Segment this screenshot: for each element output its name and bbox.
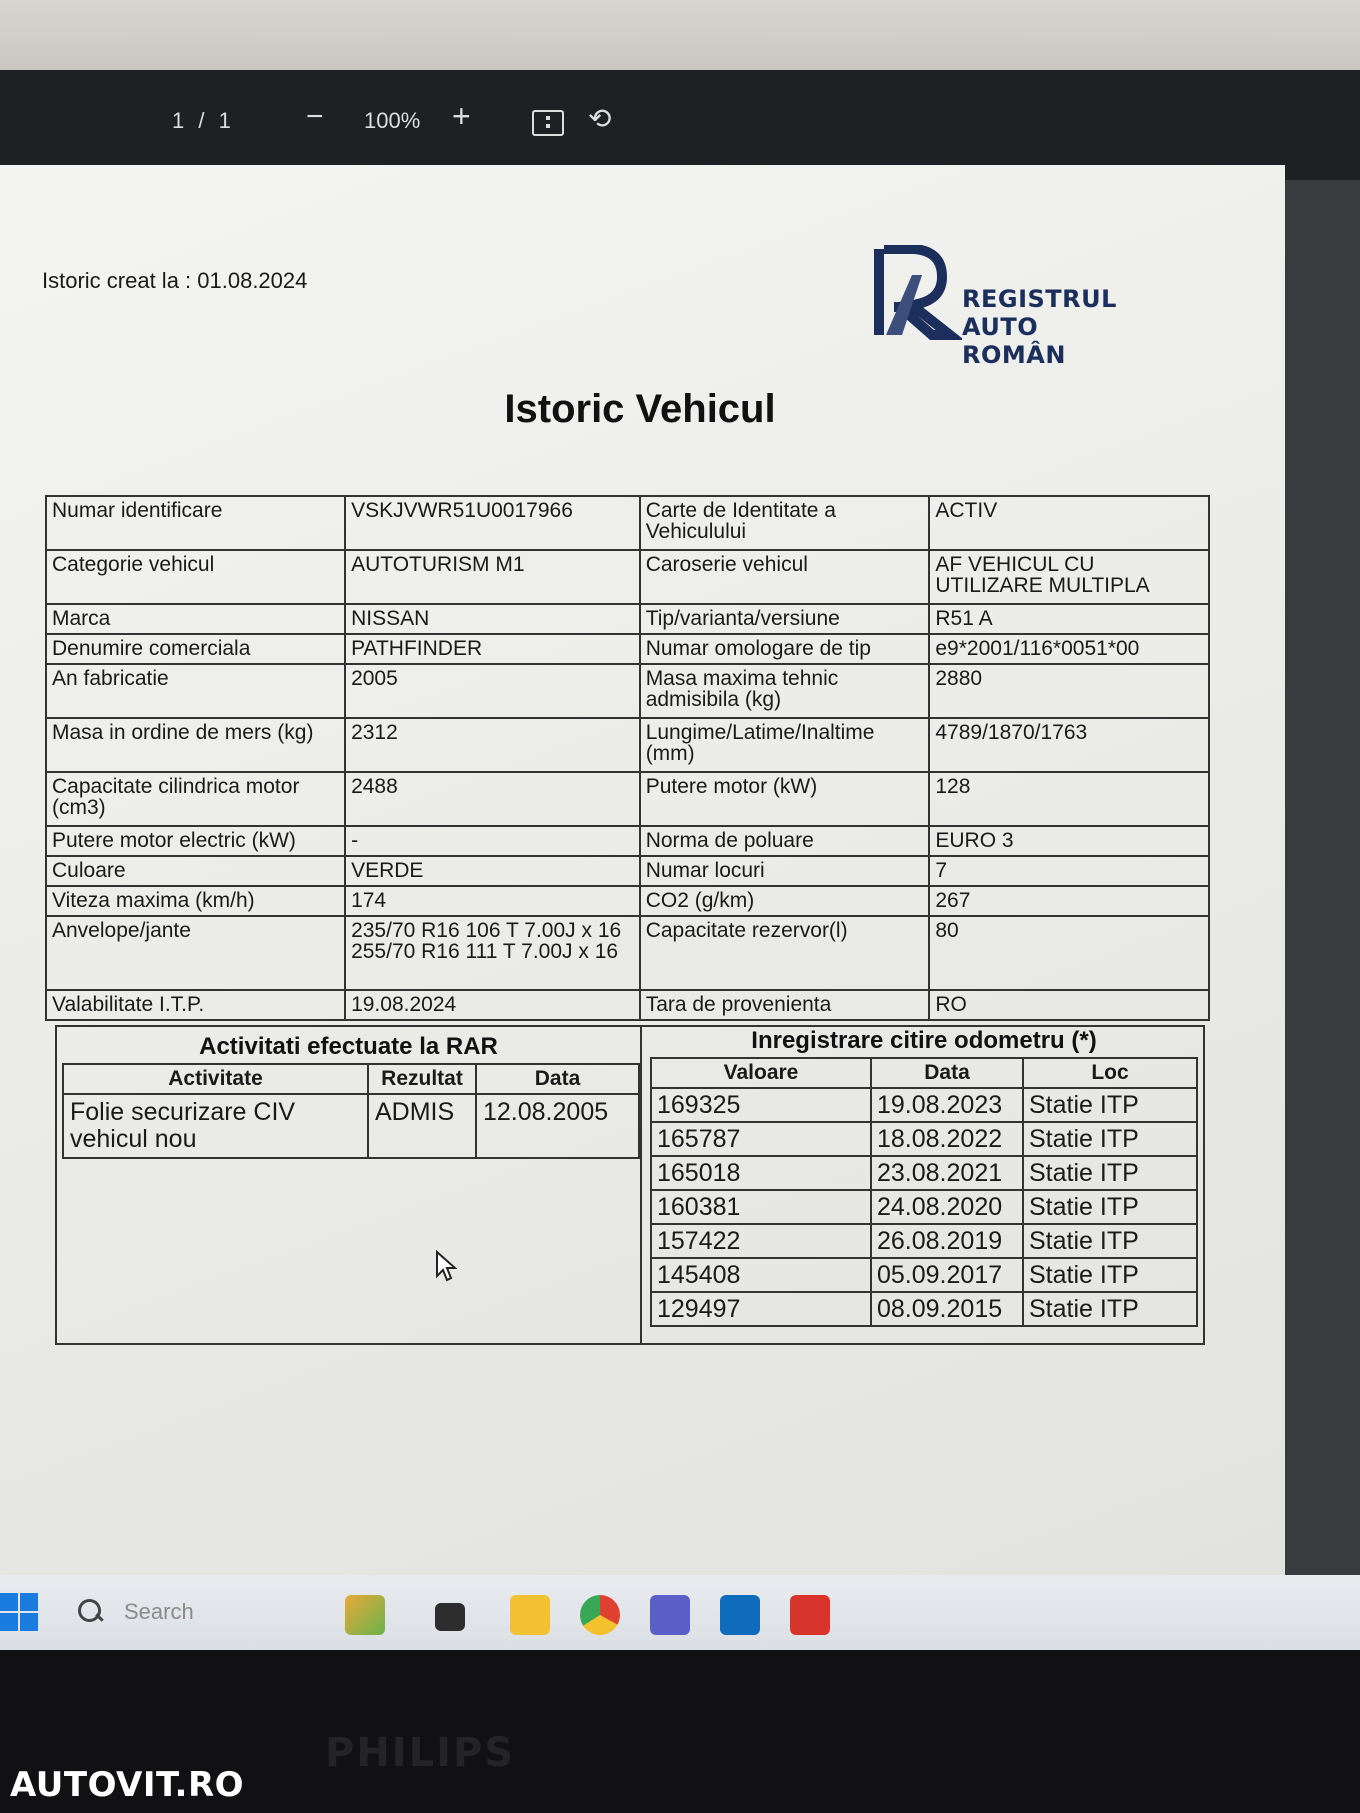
value-cell: 19.08.2024	[345, 990, 640, 1020]
rar-activities-panel	[57, 1027, 642, 1343]
bottom-section	[55, 1025, 1205, 1345]
value-cell: 2488	[345, 772, 640, 826]
label-cell: Norma de poluare	[640, 826, 930, 856]
rar-logo-icon	[872, 245, 962, 345]
table-row	[651, 1088, 1197, 1122]
table-row	[46, 550, 1209, 604]
vehicle-info-table	[45, 495, 1210, 1021]
task-view-icon[interactable]	[435, 1603, 465, 1631]
table-row	[46, 772, 1209, 826]
table-row	[651, 1258, 1197, 1292]
rar-activities-title: Activitati efectuate la RAR	[199, 1033, 498, 1060]
table-row	[46, 826, 1209, 856]
table-row	[651, 1224, 1197, 1258]
label-cell: Viteza maxima (km/h)	[46, 886, 345, 916]
cell-activitate: Folie securizare CIV vehicul nou	[63, 1094, 368, 1158]
pdf-page	[0, 165, 1285, 1585]
page-title: Istoric Vehicul	[504, 387, 776, 431]
odometer-table	[650, 1057, 1198, 1327]
value-cell: 2005	[345, 664, 640, 718]
zoom-in-button[interactable]: +	[452, 98, 471, 134]
value-cell: AF VEHICUL CU UTILIZARE MULTIPLA	[929, 550, 1209, 604]
cell-data: 05.09.2017	[871, 1258, 1023, 1292]
cell-loc: Statie ITP	[1023, 1292, 1197, 1326]
value-cell: VERDE	[345, 856, 640, 886]
taskbar-search[interactable]	[70, 1591, 330, 1633]
file-explorer-icon[interactable]	[510, 1595, 550, 1635]
teams-icon[interactable]	[650, 1595, 690, 1635]
table-row	[46, 916, 1209, 990]
acrobat-icon[interactable]	[790, 1595, 830, 1635]
table-row	[651, 1156, 1197, 1190]
cell-valoare: 160381	[651, 1190, 871, 1224]
value-cell: 128	[929, 772, 1209, 826]
label-cell: Numar identificare	[46, 496, 345, 550]
label-cell: Denumire comerciala	[46, 634, 345, 664]
table-header-row	[63, 1064, 639, 1094]
cell-data: 23.08.2021	[871, 1156, 1023, 1190]
search-placeholder: Search	[124, 1599, 194, 1624]
value-cell: EURO 3	[929, 826, 1209, 856]
table-header-row	[651, 1058, 1197, 1088]
cell-valoare: 145408	[651, 1258, 871, 1292]
table-row	[63, 1094, 639, 1158]
label-cell: Putere motor electric (kW)	[46, 826, 345, 856]
value-cell: 7	[929, 856, 1209, 886]
label-cell: Lungime/Latime/Inaltime (mm)	[640, 718, 930, 772]
value-cell: 235/70 R16 106 T 7.00J x 16 255/70 R16 111 T 7.00J x 16	[345, 916, 640, 990]
cell-data: 19.08.2023	[871, 1088, 1023, 1122]
label-cell: Numar omologare de tip	[640, 634, 930, 664]
cell-data: 18.08.2022	[871, 1122, 1023, 1156]
value-cell: R51 A	[929, 604, 1209, 634]
fit-page-icon[interactable]	[532, 110, 564, 136]
label-cell: Masa in ordine de mers (kg)	[46, 718, 345, 772]
rotate-icon[interactable]: ⟲	[588, 103, 612, 134]
cell-loc: Statie ITP	[1023, 1156, 1197, 1190]
label-cell: Valabilitate I.T.P.	[46, 990, 345, 1020]
value-cell: e9*2001/116*0051*00	[929, 634, 1209, 664]
created-date: Istoric creat la : 01.08.2024	[42, 268, 308, 293]
label-cell: Numar locuri	[640, 856, 930, 886]
widgets-icon[interactable]	[345, 1595, 385, 1635]
cell-loc: Statie ITP	[1023, 1224, 1197, 1258]
column-header: Rezultat	[368, 1064, 476, 1094]
zoom-level[interactable]: 100%	[364, 108, 421, 133]
value-cell: NISSAN	[345, 604, 640, 634]
label-cell: Tip/varianta/versiune	[640, 604, 930, 634]
cell-loc: Statie ITP	[1023, 1190, 1197, 1224]
label-cell: Marca	[46, 604, 345, 634]
search-icon	[78, 1599, 104, 1625]
table-row	[46, 718, 1209, 772]
cell-valoare: 129497	[651, 1292, 871, 1326]
value-cell: ACTIV	[929, 496, 1209, 550]
value-cell: 2312	[345, 718, 640, 772]
value-cell: 4789/1870/1763	[929, 718, 1209, 772]
label-cell: Culoare	[46, 856, 345, 886]
label-cell: Caroserie vehicul	[640, 550, 930, 604]
logo-line-2: AUTO ROMÂN	[962, 313, 1066, 369]
label-cell: Carte de Identitate a Vehiculului	[640, 496, 930, 550]
logo-line-1: REGISTRUL	[962, 285, 1117, 313]
table-row	[651, 1292, 1197, 1326]
cell-rezultat: ADMIS	[368, 1094, 476, 1158]
table-row	[651, 1122, 1197, 1156]
table-row	[46, 664, 1209, 718]
odometer-title: Inregistrare citire odometru (*)	[751, 1027, 1097, 1054]
column-header: Activitate	[63, 1064, 368, 1094]
windows-start-icon[interactable]	[0, 1593, 40, 1633]
value-cell: AUTOTURISM M1	[345, 550, 640, 604]
cell-data: 08.09.2015	[871, 1292, 1023, 1326]
cell-loc: Statie ITP	[1023, 1258, 1197, 1292]
value-cell: 267	[929, 886, 1209, 916]
outlook-icon[interactable]	[720, 1595, 760, 1635]
table-row	[46, 856, 1209, 886]
background-wall	[0, 0, 1360, 75]
cell-loc: Statie ITP	[1023, 1088, 1197, 1122]
cell-valoare: 165787	[651, 1122, 871, 1156]
table-row	[46, 634, 1209, 664]
cell-valoare: 157422	[651, 1224, 871, 1258]
monitor-brand: PHILIPS	[325, 1730, 516, 1776]
zoom-out-button[interactable]: −	[306, 100, 324, 133]
chrome-icon[interactable]	[580, 1595, 620, 1635]
value-cell: PATHFINDER	[345, 634, 640, 664]
table-row	[46, 496, 1209, 550]
label-cell: Categorie vehicul	[46, 550, 345, 604]
rar-activities-table	[62, 1063, 640, 1159]
label-cell: Masa maxima tehnic admisibila (kg)	[640, 664, 930, 718]
autovit-watermark: AUTOVIT.RO	[10, 1765, 245, 1805]
value-cell: VSKJVWR51U0017966	[345, 496, 640, 550]
page-indicator: 1 / 1	[172, 108, 235, 133]
table-row	[46, 886, 1209, 916]
label-cell: Putere motor (kW)	[640, 772, 930, 826]
odometer-panel	[644, 1027, 1204, 1343]
label-cell: Tara de provenienta	[640, 990, 930, 1020]
column-header: Loc	[1023, 1058, 1197, 1088]
label-cell: CO2 (g/km)	[640, 886, 930, 916]
value-cell: RO	[929, 990, 1209, 1020]
column-header: Data	[476, 1064, 639, 1094]
cell-valoare: 165018	[651, 1156, 871, 1190]
cell-data: 24.08.2020	[871, 1190, 1023, 1224]
cell-data: 26.08.2019	[871, 1224, 1023, 1258]
value-cell: 2880	[929, 664, 1209, 718]
column-header: Data	[871, 1058, 1023, 1088]
value-cell: 174	[345, 886, 640, 916]
pdf-toolbar	[0, 70, 1360, 180]
table-row	[46, 604, 1209, 634]
mouse-cursor-icon	[435, 1250, 457, 1282]
label-cell: An fabricatie	[46, 664, 345, 718]
cell-data: 12.08.2005	[476, 1094, 639, 1158]
label-cell: Capacitate cilindrica motor (cm3)	[46, 772, 345, 826]
windows-taskbar	[0, 1575, 1360, 1650]
rar-logo	[872, 245, 1142, 369]
cell-loc: Statie ITP	[1023, 1122, 1197, 1156]
column-header: Valoare	[651, 1058, 871, 1088]
value-cell: -	[345, 826, 640, 856]
label-cell: Anvelope/jante	[46, 916, 345, 990]
cell-valoare: 169325	[651, 1088, 871, 1122]
value-cell: 80	[929, 916, 1209, 990]
table-row	[46, 990, 1209, 1020]
table-row	[651, 1190, 1197, 1224]
label-cell: Capacitate rezervor(l)	[640, 916, 930, 990]
